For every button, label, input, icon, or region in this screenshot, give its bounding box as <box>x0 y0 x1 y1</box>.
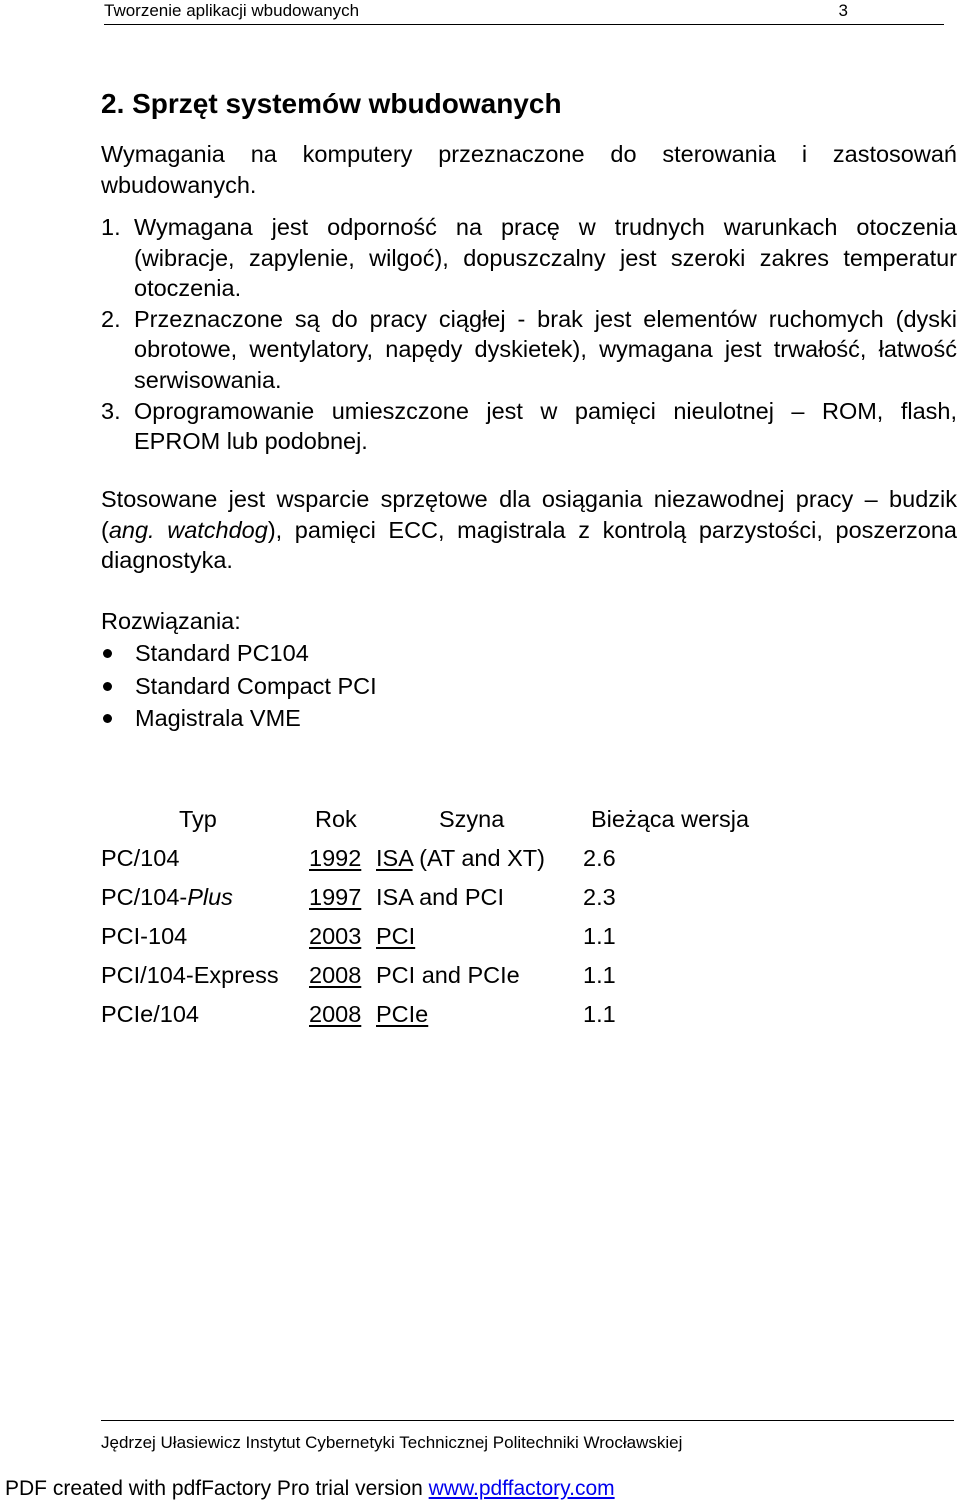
cell-year: 1992 <box>309 845 362 871</box>
cell-bus: ISA and PCI <box>376 884 505 910</box>
table-row <box>101 882 801 912</box>
requirement-number: 1. <box>101 214 121 240</box>
bullet-icon <box>103 649 112 658</box>
cell-bus: PCI <box>376 923 416 949</box>
support-text-end: ), pamięci ECC, magistrala z kontrolą parzystości, poszerzona diagnostyka. <box>101 516 958 574</box>
solutions-list <box>101 637 377 735</box>
header-version: Bieżąca wersja <box>591 806 750 832</box>
header-bus: Szyna <box>439 806 505 832</box>
header-title: Tworzenie aplikacji wbudowanych <box>104 1 360 20</box>
cell-year: 2008 <box>309 1001 362 1027</box>
requirement-item <box>101 396 957 457</box>
cell-type: PCI-104 <box>101 923 188 949</box>
solutions-label: Rozwiązania: <box>101 608 241 634</box>
type-italic: Plus <box>187 884 233 910</box>
cell-bus: PCI and PCIe <box>376 962 520 988</box>
requirement-number: 2. <box>101 305 121 332</box>
header-page-number: 3 <box>838 1 848 20</box>
footer-rule <box>101 1420 954 1421</box>
solution-text: Magistrala VME <box>135 705 301 731</box>
cell-year: 2008 <box>309 962 362 988</box>
cell-type: PCIe/104 <box>101 1001 199 1027</box>
pdffactory-link[interactable]: www.pdffactory.com <box>428 1477 615 1500</box>
table-header-row <box>101 804 801 834</box>
hardware-support-paragraph <box>101 484 957 576</box>
cell-version: 1.1 <box>583 1001 616 1027</box>
cell-type: PC/104 <box>101 845 180 871</box>
requirement-text: Wymagana jest odporność na pracę w trudnych warunkach otoczenia (wibracje, zapylenie, wilgoć), dopuszczalny jest szeroki zakres temperatur otoczenia. <box>134 214 957 302</box>
requirement-text: Oprogramowanie umieszczone jest w pamięci nieulotnej – ROM, flash, EPROM lub podobnej. <box>134 397 957 455</box>
cell-year: 1997 <box>309 884 362 910</box>
support-ang-abbrev: ang. <box>108 516 155 543</box>
requirement-item <box>101 304 957 396</box>
table-row <box>101 960 801 990</box>
page-footer: Jędrzej Ułasiewicz Instytut Cybernetyki Technicznej Politechniki Wrocławskiej <box>101 1433 683 1452</box>
cell-type <box>101 882 233 912</box>
support-watchdog-term: watchdog <box>167 516 268 543</box>
header-type: Typ <box>179 806 217 832</box>
bus-extra: (AT and XT) <box>412 845 545 871</box>
table-row <box>101 843 801 873</box>
solution-text: Standard PC104 <box>135 640 309 666</box>
bus-link: ISA <box>376 845 413 871</box>
support-text-start: Stosowane jest wsparcie sprzętowe dla osiągania niezawodnej pracy – budzik ( <box>101 486 957 543</box>
table-row <box>101 921 801 951</box>
cell-version: 1.1 <box>583 923 616 949</box>
pdf-notice-text: PDF created with pdfFactory Pro trial version <box>5 1477 429 1500</box>
bullet-icon <box>103 682 112 691</box>
cell-version: 1.1 <box>583 962 616 988</box>
cell-year: 2003 <box>309 923 362 949</box>
cell-bus: PCIe <box>376 1001 429 1027</box>
requirements-list <box>101 212 957 457</box>
type-prefix: PC/104- <box>101 884 188 910</box>
cell-bus <box>376 843 545 873</box>
cell-type: PCI/104-Express <box>101 962 279 988</box>
requirement-number: 3. <box>101 397 121 424</box>
pdf-notice <box>5 1476 615 1502</box>
solution-item <box>101 702 377 735</box>
section-heading: 2. Sprzęt systemów wbudowanych <box>101 88 562 119</box>
requirement-text: Przeznaczone są do pracy ciągłej - brak jest elementów ruchomych (dyski obrotowe, wentylatory, napędy dyskietek), wymagana jest trwałość, łatwość serwisowania. <box>134 305 957 393</box>
cell-version: 2.3 <box>583 884 616 910</box>
header-year: Rok <box>315 806 357 832</box>
requirement-item <box>101 212 957 304</box>
intro-paragraph: Wymagania na komputery przeznaczone do sterowania i zastosowań wbudowanych. <box>101 141 957 198</box>
page-header <box>104 0 944 25</box>
cell-version: 2.6 <box>583 845 616 871</box>
bullet-icon <box>103 714 112 723</box>
table-row <box>101 999 801 1029</box>
solution-text: Standard Compact PCI <box>135 672 377 699</box>
solution-item <box>101 637 377 670</box>
solution-item <box>101 670 377 703</box>
